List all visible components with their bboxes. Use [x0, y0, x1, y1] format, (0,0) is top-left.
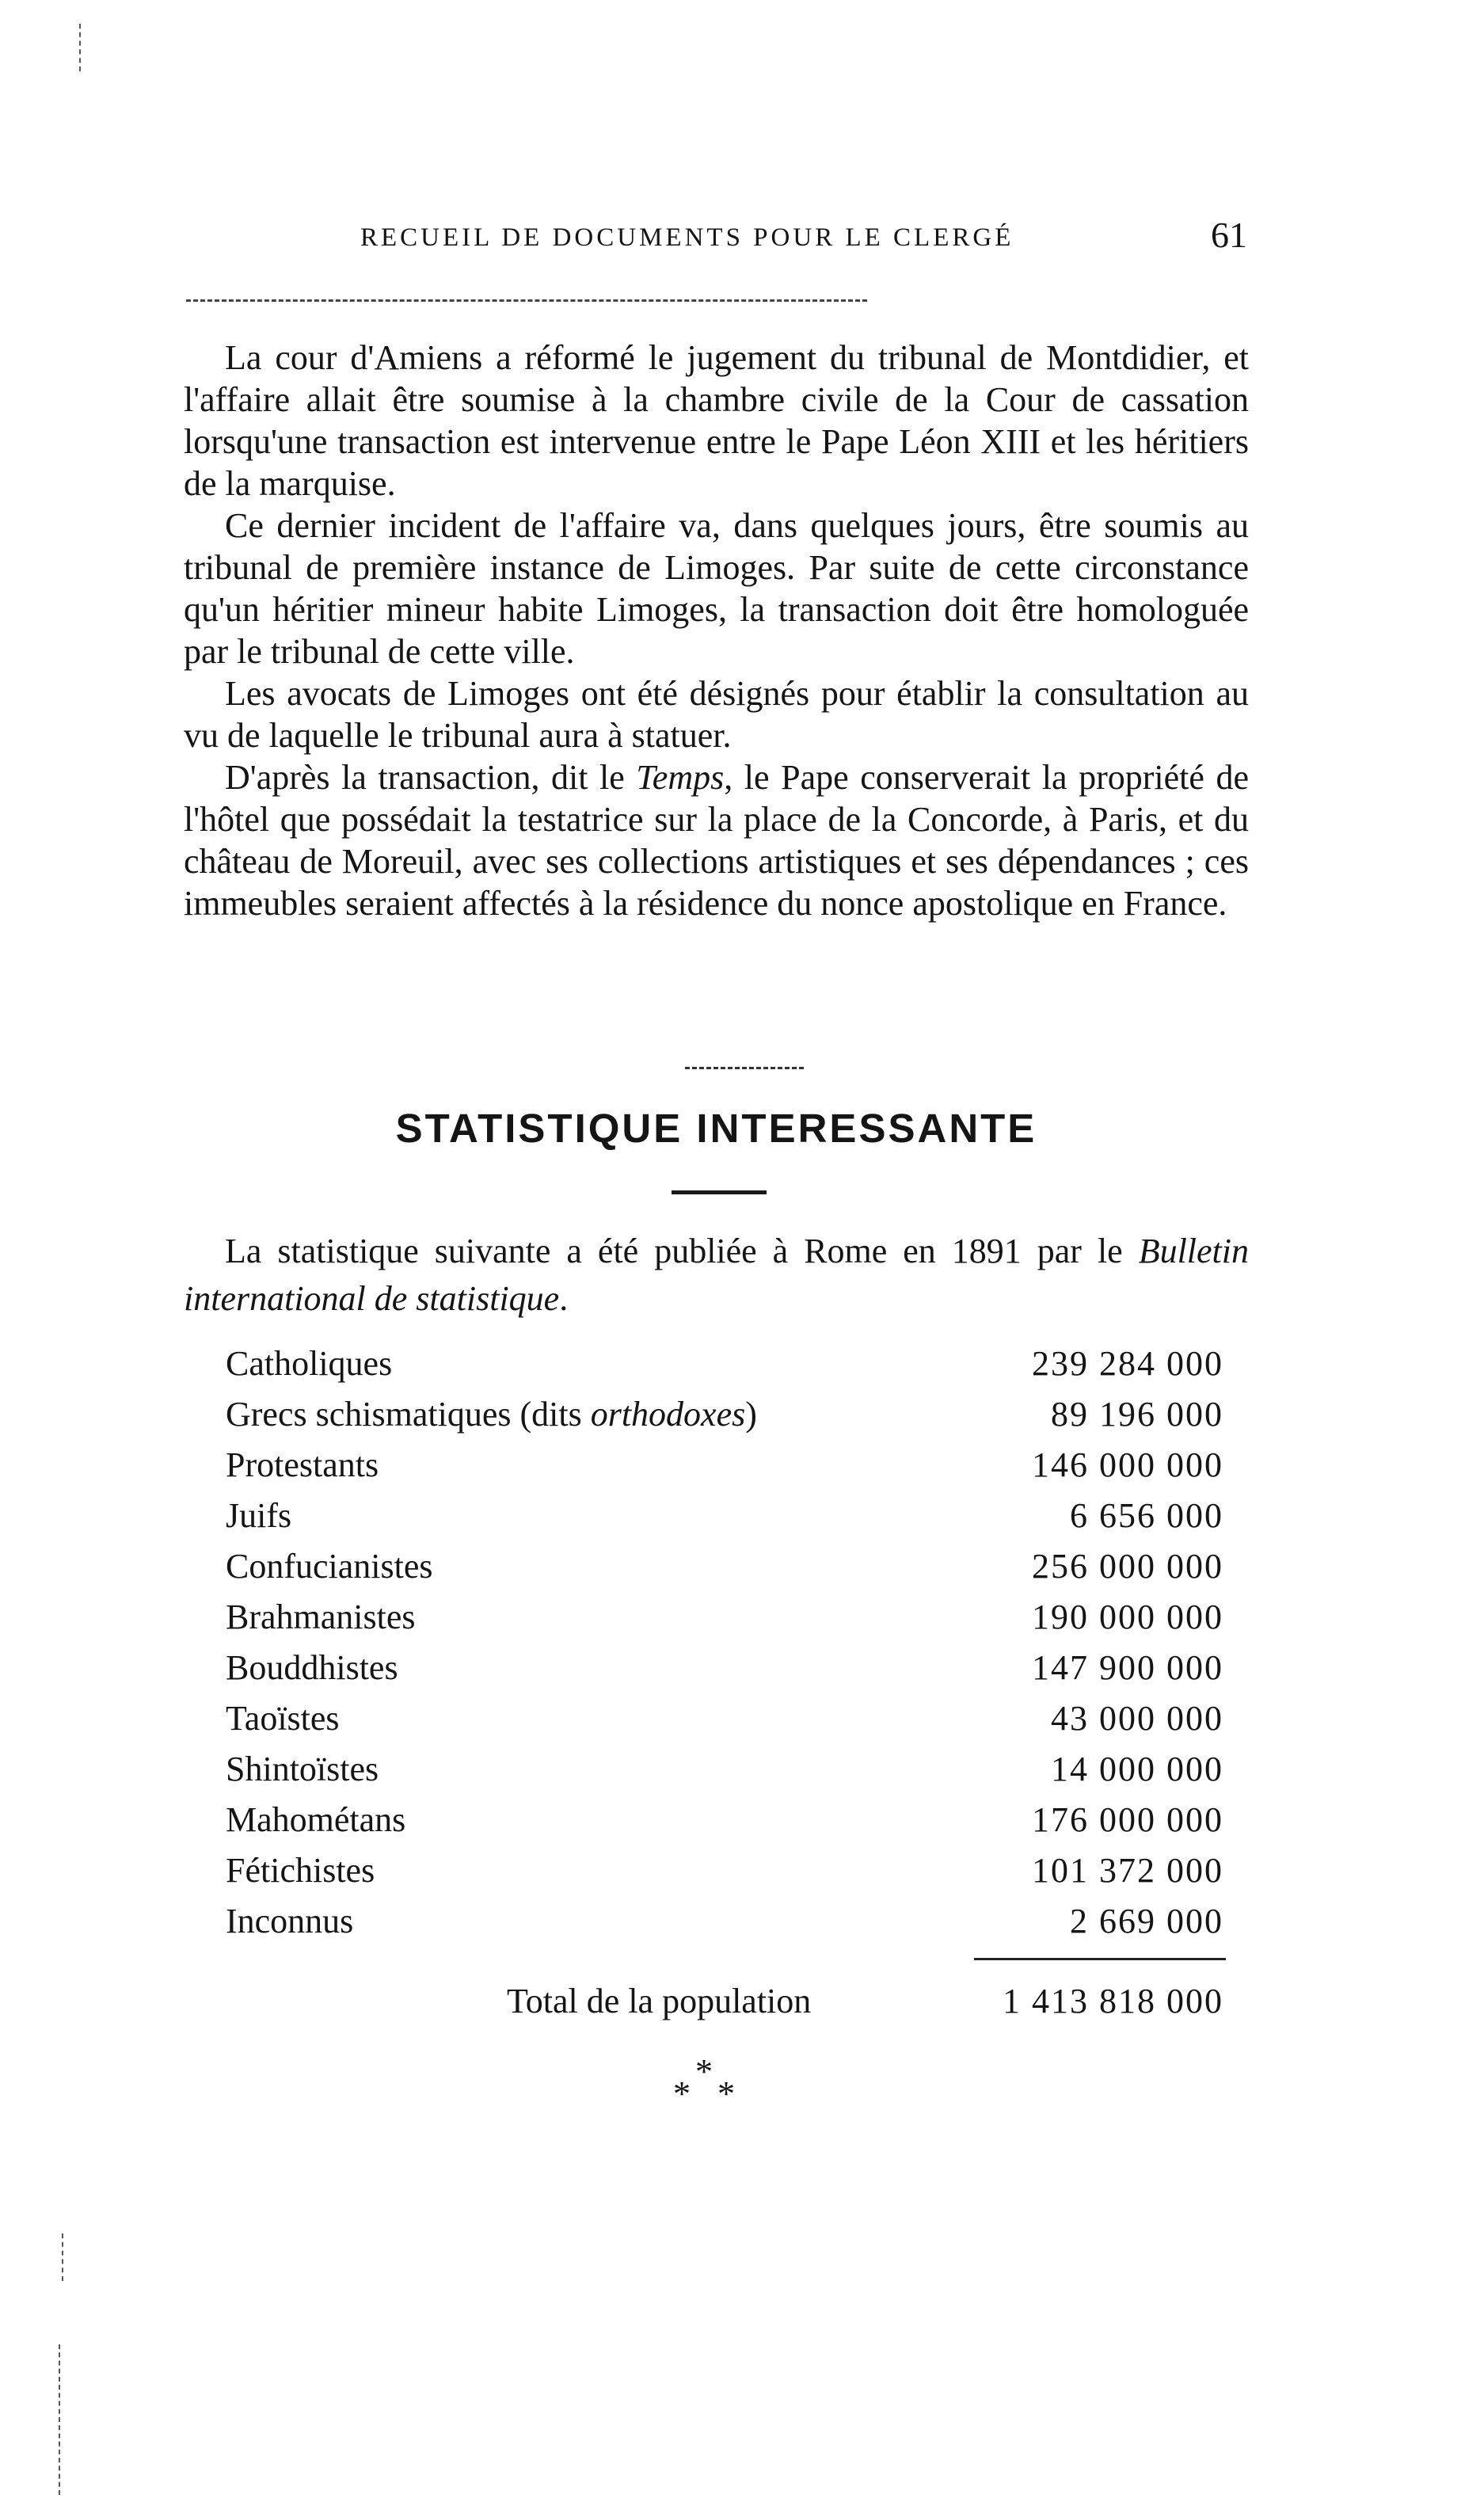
- title-rule: [672, 1190, 767, 1194]
- religion-label: Confucianistes: [226, 1547, 433, 1586]
- section-title: STATISTIQUE INTERESSANTE: [395, 1106, 1037, 1151]
- margin-scan-mark: [59, 2344, 60, 2495]
- asterisk: *: [717, 2074, 735, 2113]
- intro-text: .: [559, 1279, 569, 1318]
- population-value: 43 000 000: [1051, 1699, 1223, 1738]
- table-row: [226, 1693, 1223, 1744]
- population-value: 14 000 000: [1051, 1750, 1223, 1788]
- label-text: Grecs schismatiques (dits: [226, 1395, 591, 1434]
- religion-label: Shintoïstes: [226, 1750, 379, 1788]
- paragraph-text: , le Pape conserverait la propriété de l'hôtel que possédait la testatrice sur la place de la Concorde, à Paris, et du château de Moreuil, avec ses collections artistiques et ses dépendances ; ces immeubles seraient affectés à la résidence du nonce apostolique en France.: [184, 758, 1250, 923]
- religion-label: Brahmanistes: [226, 1598, 416, 1636]
- religion-label: Juifs: [226, 1496, 292, 1535]
- religion-label: Bouddhistes: [226, 1648, 398, 1687]
- running-head: [360, 214, 1247, 261]
- header-rule: [186, 299, 867, 302]
- paragraph: [184, 756, 1249, 924]
- table-row: [226, 1845, 1223, 1896]
- population-value: 176 000 000: [1032, 1800, 1223, 1839]
- article-body: [184, 337, 1249, 924]
- total-value: 1 413 818 000: [1003, 1982, 1223, 2020]
- table-row: [226, 1440, 1223, 1491]
- intro-text: La statistique suivante a été publiée à Rome en 1891 par le: [225, 1232, 1139, 1270]
- paragraph: La cour d'Amiens a réformé le jugement du tribunal de Montdidier, et l'affaire allait être soumise à la chambre civile de la Cour de cassation lorsqu'une transaction est intervenue entre le Pape Léon XIII et les héritiers de la marquise.: [184, 338, 1249, 503]
- population-value: 89 196 000: [1051, 1395, 1223, 1434]
- population-value: 190 000 000: [1032, 1598, 1223, 1636]
- table-row: [226, 1541, 1223, 1592]
- table-row: [226, 1744, 1223, 1795]
- paragraph-text: D'après la transaction, dit le: [225, 758, 637, 797]
- asterism: [657, 2051, 752, 2123]
- margin-scan-mark: [62, 2234, 63, 2281]
- religion-label: Taoïstes: [226, 1699, 340, 1738]
- religion-label: [226, 1389, 757, 1440]
- population-value: 6 656 000: [1070, 1496, 1223, 1535]
- asterisk: *: [673, 2074, 691, 2113]
- page-number: 61: [1211, 215, 1247, 255]
- section-separator: [685, 1067, 804, 1069]
- statistics-table: [226, 1339, 1223, 1947]
- label-text: ): [745, 1395, 757, 1434]
- religion-label: Fétichistes: [226, 1851, 375, 1890]
- table-row: [226, 1592, 1223, 1643]
- religion-label: Catholiques: [226, 1344, 393, 1383]
- paragraph: Ce dernier incident de l'affaire va, dans quelques jours, être soumis au tribunal de première instance de Limoges. Par suite de cette circonstance qu'un héritier mineur habite Limoges, la transaction doit être homologuée par le tribunal de cette ville.: [184, 506, 1249, 671]
- newspaper-title: Temps: [636, 758, 725, 797]
- religion-label: Inconnus: [226, 1902, 354, 1940]
- table-row: [226, 1491, 1223, 1541]
- table-row: [226, 1389, 1223, 1440]
- religion-label: Mahométans: [226, 1800, 406, 1839]
- bulletin-title: Bulletin international de statistique: [184, 1232, 1249, 1318]
- table-row: [226, 1896, 1223, 1947]
- religion-label: Protestants: [226, 1445, 379, 1484]
- population-value: 101 372 000: [1032, 1851, 1223, 1890]
- population-value: 256 000 000: [1032, 1547, 1223, 1586]
- table-row: [226, 1643, 1223, 1693]
- statistics-intro: [184, 1228, 1249, 1323]
- population-value: 239 284 000: [1032, 1344, 1223, 1383]
- table-row: [226, 1339, 1223, 1389]
- label-italic: orthodoxes: [590, 1395, 746, 1434]
- paragraph: Les avocats de Limoges ont été désignés pour établir la consultation au vu de laquelle le tribunal aura à statuer.: [184, 674, 1249, 755]
- population-value: 2 669 000: [1070, 1902, 1223, 1940]
- intro-paragraph: [184, 1228, 1249, 1323]
- population-value: 146 000 000: [1032, 1445, 1223, 1484]
- total-row: [226, 1976, 1223, 2027]
- total-rule: [974, 1958, 1226, 1960]
- total-label: Total de la population: [507, 1982, 812, 2020]
- table-row: [226, 1795, 1223, 1845]
- population-value: 147 900 000: [1032, 1648, 1223, 1687]
- running-title: RECUEIL DE DOCUMENTS POUR LE CLERGÉ: [360, 223, 1014, 252]
- asterisk: *: [695, 2052, 713, 2091]
- margin-scan-mark: [79, 24, 81, 71]
